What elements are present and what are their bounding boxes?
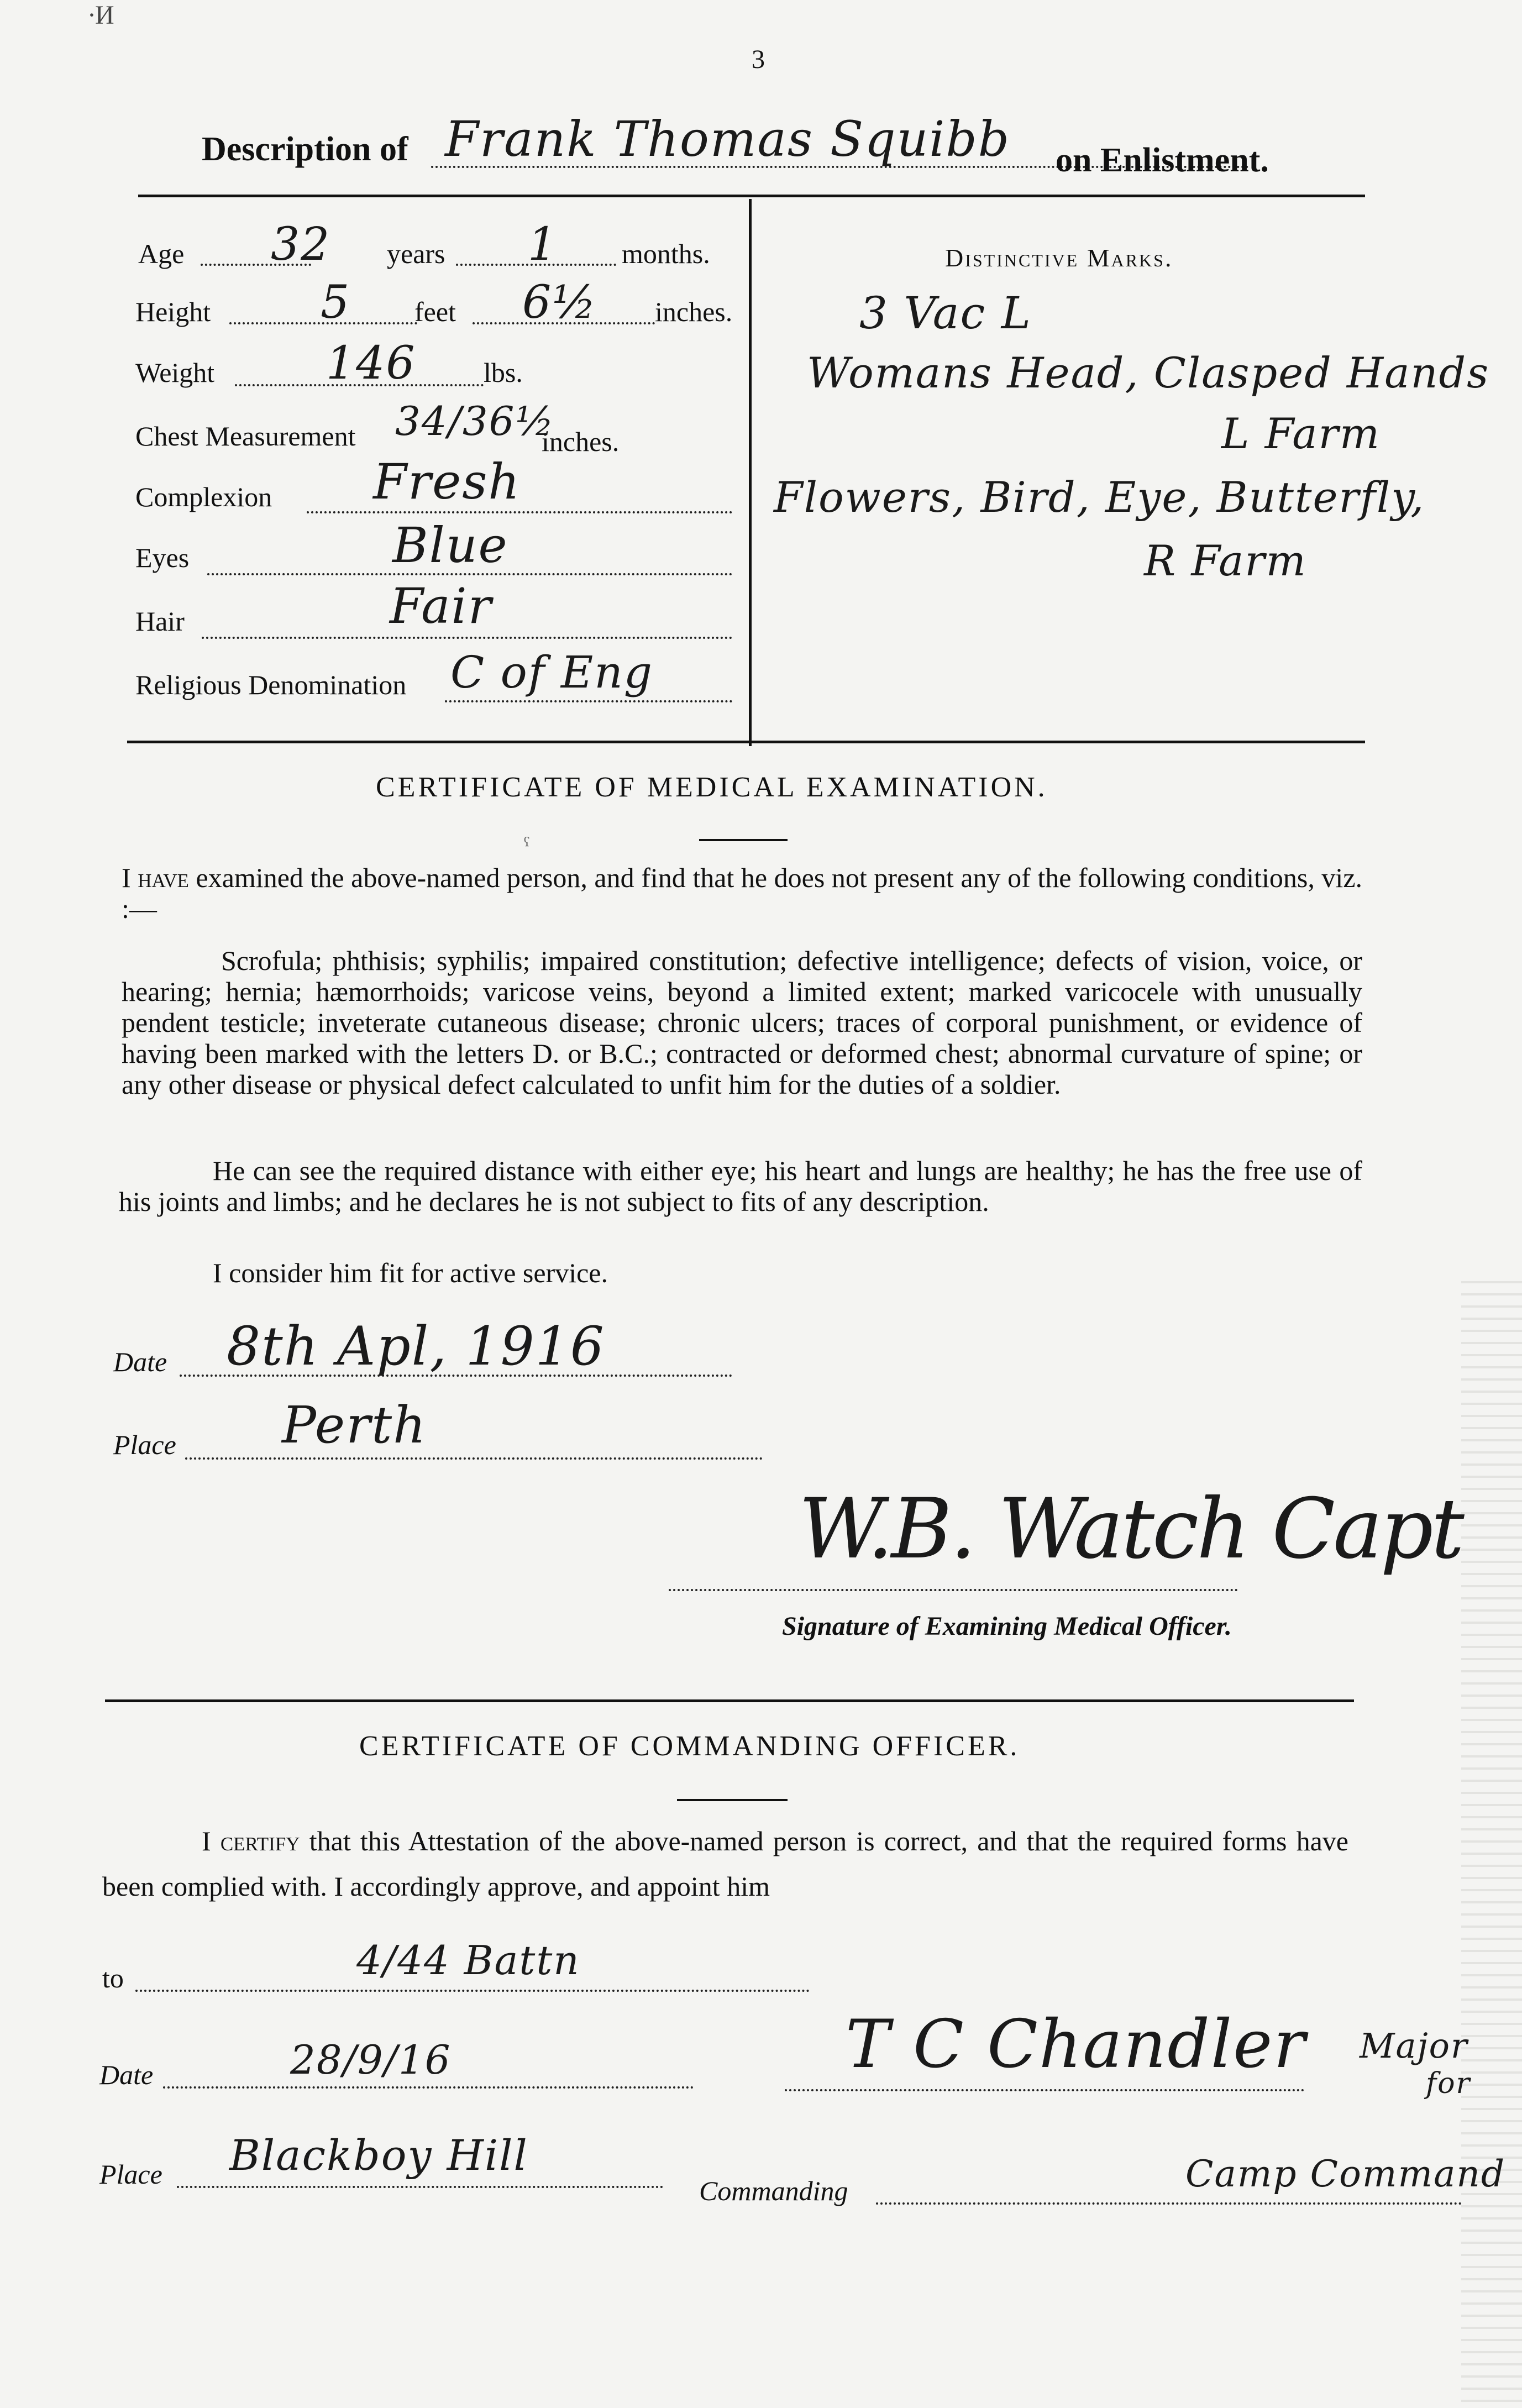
age-years-value: 32	[271, 218, 331, 271]
religion-row	[135, 647, 743, 713]
chest-value: 34/36½	[395, 398, 555, 444]
medical-mark: ˁ	[524, 832, 529, 857]
commanding-value: Camp Command	[1185, 2153, 1506, 2195]
medical-place-label: Place	[113, 1429, 176, 1460]
complexion-label: Complexion	[135, 481, 272, 512]
religion-label: Religious Denomination	[135, 669, 407, 700]
page-edge-shadow	[1461, 1271, 1522, 2408]
commanding-title-underline	[677, 1799, 788, 1801]
mark-line-3: L Farm	[1221, 409, 1381, 458]
medical-date-label: Date	[113, 1346, 167, 1377]
commanding-lead: I certify	[202, 1825, 300, 1856]
commanding-rank: Major	[1360, 2026, 1468, 2066]
mark-line-2: Womans Head, Clasped Hands	[807, 348, 1490, 397]
religion-value: C of Eng	[450, 647, 653, 698]
medical-lead: I have	[122, 862, 189, 893]
mark-line-5: R Farm	[1144, 536, 1307, 585]
weight-value: 146	[326, 337, 416, 390]
distinctive-marks	[757, 221, 1490, 630]
description-label: Description of	[202, 130, 408, 168]
height-row	[135, 276, 743, 337]
chest-unit: inches.	[542, 426, 620, 457]
medical-title: CERTIFICATE OF MEDICAL EXAMINATION.	[376, 772, 1048, 803]
commanding-for: for	[1426, 2067, 1471, 2100]
weight-label: Weight	[135, 357, 215, 388]
fields-bottom-rule	[127, 741, 1365, 743]
appoint-to-row	[102, 1937, 821, 1995]
medical-p1-text: examined the above-named person, and find that he does not present any of the following conditions, viz. :—	[122, 862, 1363, 924]
height-inches-value: 6½	[522, 276, 597, 329]
medical-paragraph-3: He can see the required distance with either eye; his heart and lungs are healthy; he has the free use of his joints and limbs; and he declares he is not subject to fits of any description.	[119, 1155, 1362, 1217]
medical-place-value: Perth	[282, 1396, 427, 1455]
enlistee-name: Frank Thomas Squibb	[445, 111, 1011, 167]
medical-signature: W.B. Watch Capt	[799, 1481, 1462, 1577]
commanding-place-row	[99, 2131, 707, 2213]
appoint-to-value: 4/44 Battn	[356, 1937, 580, 1984]
hair-label: Hair	[135, 606, 185, 637]
age-label: Age	[138, 238, 185, 269]
feet-label: feet	[414, 296, 456, 327]
age-months-value: 1	[528, 218, 558, 271]
hair-row	[135, 578, 743, 649]
top-rule	[138, 195, 1365, 197]
medical-place-dots	[185, 1438, 763, 1460]
medical-signature-block	[663, 1481, 1462, 1647]
months-label: months.	[622, 238, 710, 269]
complexion-value: Fresh	[373, 453, 521, 510]
column-divider	[749, 199, 752, 746]
medical-title-underline	[699, 839, 788, 841]
mark-line-1: 3 Vac L	[859, 287, 1032, 339]
commanding-place-value: Blackboy Hill	[229, 2131, 528, 2180]
commanding-p1-text: that this Attestation of the above-named person is correct, and that the required forms have been complied with. I accordingly approve, and appoint him	[102, 1825, 1348, 1902]
eyes-label: Eyes	[135, 542, 190, 573]
page-number: 3	[752, 45, 765, 74]
medical-paragraph-4: I consider him fit for active service.	[213, 1257, 608, 1288]
description-line	[202, 111, 1318, 179]
middle-rule	[105, 1699, 1354, 1702]
distinctive-marks-title: Distinctive Marks.	[945, 244, 1173, 272]
commanding-title: CERTIFICATE OF COMMANDING OFFICER.	[359, 1730, 1020, 1762]
mark-line-4: Flowers, Bird, Eye, Butterfly,	[774, 473, 1425, 522]
commanding-place-label: Place	[99, 2159, 162, 2190]
appoint-to-label: to	[102, 1963, 124, 1993]
medical-place-row	[113, 1396, 776, 1470]
commanding-paragraph	[102, 1818, 1348, 1909]
corner-mark: ∙И	[88, 1, 114, 30]
physical-fields	[135, 218, 743, 743]
commanding-row	[699, 2153, 1506, 2222]
height-feet-value: 5	[321, 276, 351, 329]
commanding-signature-block	[779, 2006, 1476, 2111]
years-label: years	[387, 238, 445, 269]
medical-signature-caption: Signature of Examining Medical Officer.	[782, 1612, 1232, 1641]
commanding-date-label: Date	[99, 2059, 154, 2090]
age-row	[135, 218, 743, 276]
commanding-date-value: 28/9/16	[290, 2037, 452, 2083]
medical-paragraph-2: Scrofula; phthisis; syphilis; impaired constitution; defective intelligence; defects of vision, voice, or hearing; hernia; hæmorrhoids; varicose veins, beyond a limited extent; marked varicocele with unusually pendent testicle; inveterate cutaneous disease; chronic ulcers; traces of corporal punishment, or evidence of having been marked with the letters D. or B.C.; contracted or deformed chest; abnormal curvature of spine; or any other disease or physical defect calculated to unfit him for the duties of a soldier.	[122, 945, 1362, 1100]
weight-row	[135, 337, 743, 401]
enlistment-label: on Enlistment.	[1056, 141, 1269, 179]
hair-value: Fair	[390, 578, 492, 634]
height-label: Height	[135, 296, 211, 327]
medical-date-value: 8th Apl, 1916	[227, 1315, 605, 1377]
medical-date-row	[113, 1315, 776, 1382]
commanding-signature: T C Chandler	[846, 2006, 1306, 2083]
commanding-date-row	[99, 2039, 707, 2100]
commanding-label: Commanding	[699, 2175, 848, 2206]
inches-label: inches.	[655, 296, 733, 327]
lbs-label: lbs.	[484, 357, 523, 388]
eyes-value: Blue	[392, 517, 508, 574]
medical-paragraph-1	[122, 862, 1362, 924]
chest-label: Chest Measurement	[135, 421, 356, 452]
